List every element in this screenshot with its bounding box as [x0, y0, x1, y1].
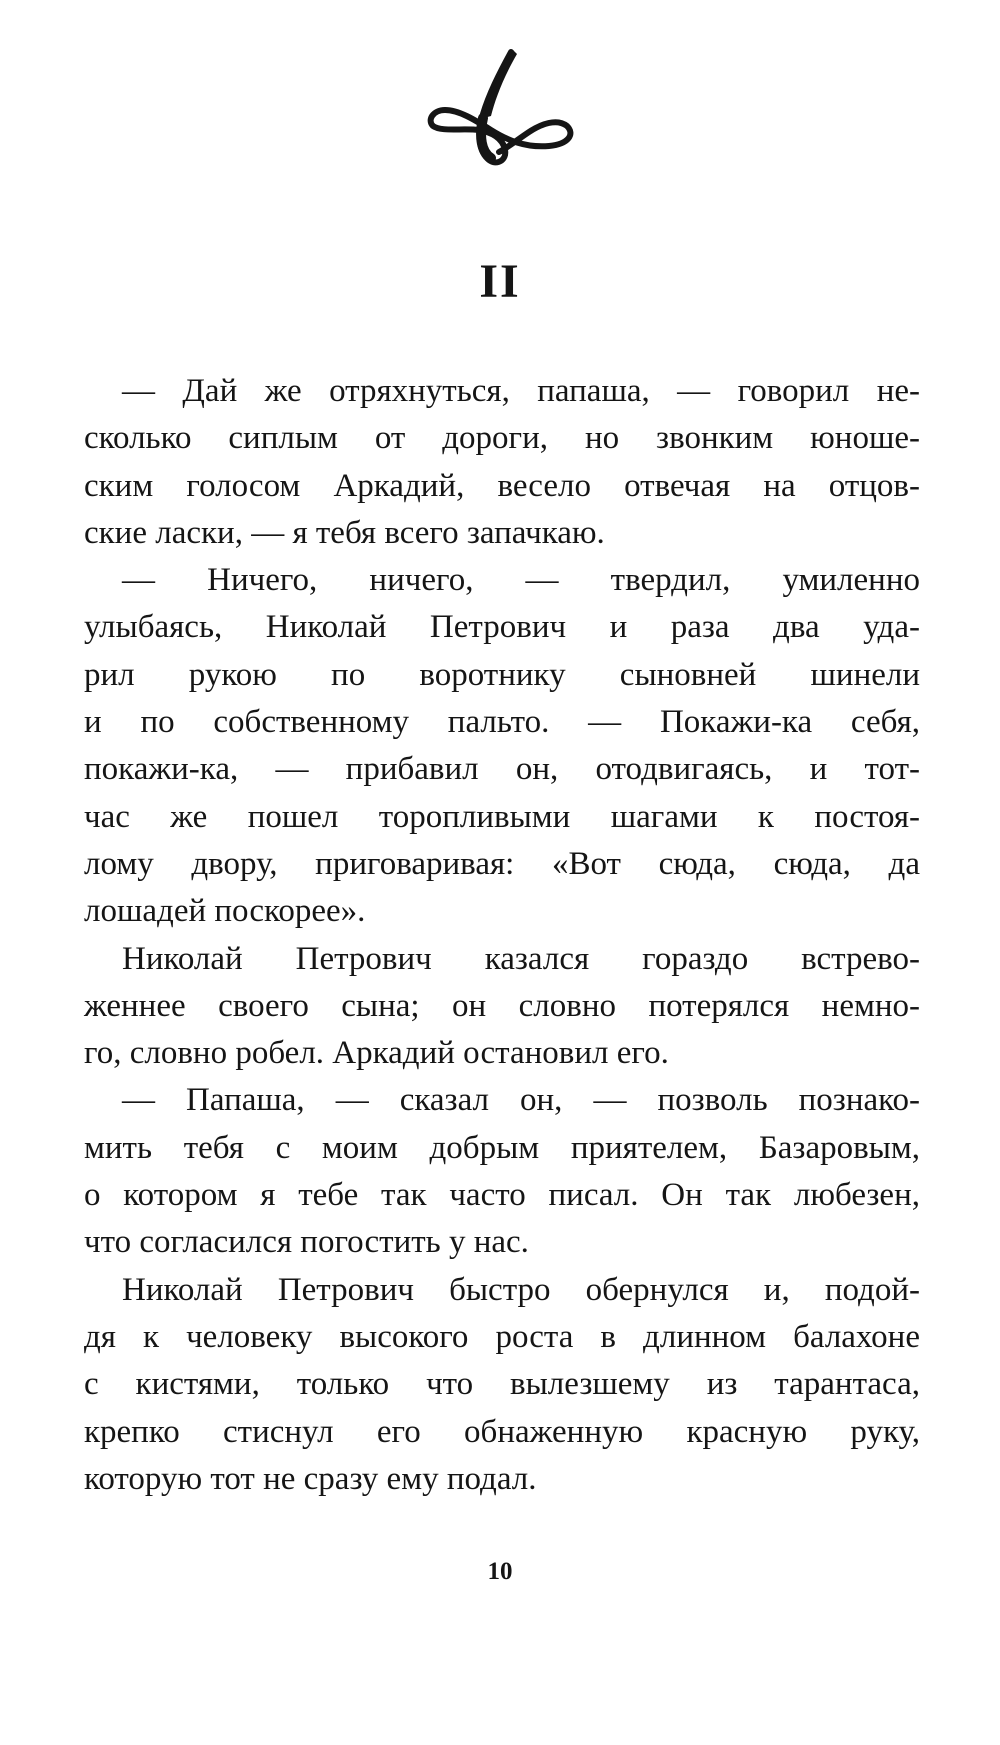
text-line: женнее своего сына; он словно потерялся немно- [84, 987, 920, 1024]
text-line: час же пошел торопливыми шагами к постоя- [84, 798, 920, 835]
text-line: о котором я тебе так часто писал. Он так любезен, [84, 1177, 920, 1214]
text-line: дя к человеку высокого роста в длинном балахоне [84, 1318, 920, 1355]
text-line: рил рукою по воротнику сыновней шинели [84, 656, 920, 693]
text-line: с кистями, только что вылезшему из тарантаса, [84, 1366, 920, 1403]
text-line: — Ничего, ничего, — твердил, умиленно [122, 562, 920, 599]
text-line: — Папаша, — сказал он, — позволь познако- [122, 1082, 920, 1119]
chapter-number: II [479, 255, 521, 308]
text-line: крепко стиснул его обнаженную красную руку, [84, 1413, 920, 1450]
text-line: и по собственному пальто. — Покажи-ка себя, [84, 704, 920, 741]
text-line: ские ласки, — я тебя всего запачкаю. [84, 514, 605, 551]
page-number: 10 [487, 1558, 513, 1585]
text-line: улыбаясь, Николай Петрович и раза два уда- [84, 609, 920, 646]
text-line: которую тот не сразу ему подал. [84, 1460, 537, 1497]
text-line: лошадей поскорее». [84, 893, 366, 930]
text-line: Николай Петрович быстро обернулся и, подой- [122, 1271, 920, 1308]
text-line: го, словно робел. Аркадий остановил его. [84, 1035, 669, 1072]
text-line: Николай Петрович казался гораздо встрево- [122, 940, 920, 977]
text-line: сколько сиплым от дороги, но звонким юноше- [84, 420, 920, 457]
text-line: что согласился погостить у нас. [84, 1224, 529, 1261]
text-line: ским голосом Аркадий, весело отвечая на отцов- [84, 467, 920, 504]
text-line: — Дай же отряхнуться, папаша, — говорил не- [122, 373, 920, 409]
text-line: покажи-ка, — прибавил он, отодвигаясь, и тот- [84, 751, 920, 788]
ornamental-flourish-icon [425, 48, 577, 174]
text-line: мить тебя с моим добрым приятелем, Базаровым, [84, 1129, 920, 1166]
text-line: лому двору, приговаривая: «Вот сюда, сюда, да [84, 845, 920, 882]
body-text [84, 368, 920, 1503]
